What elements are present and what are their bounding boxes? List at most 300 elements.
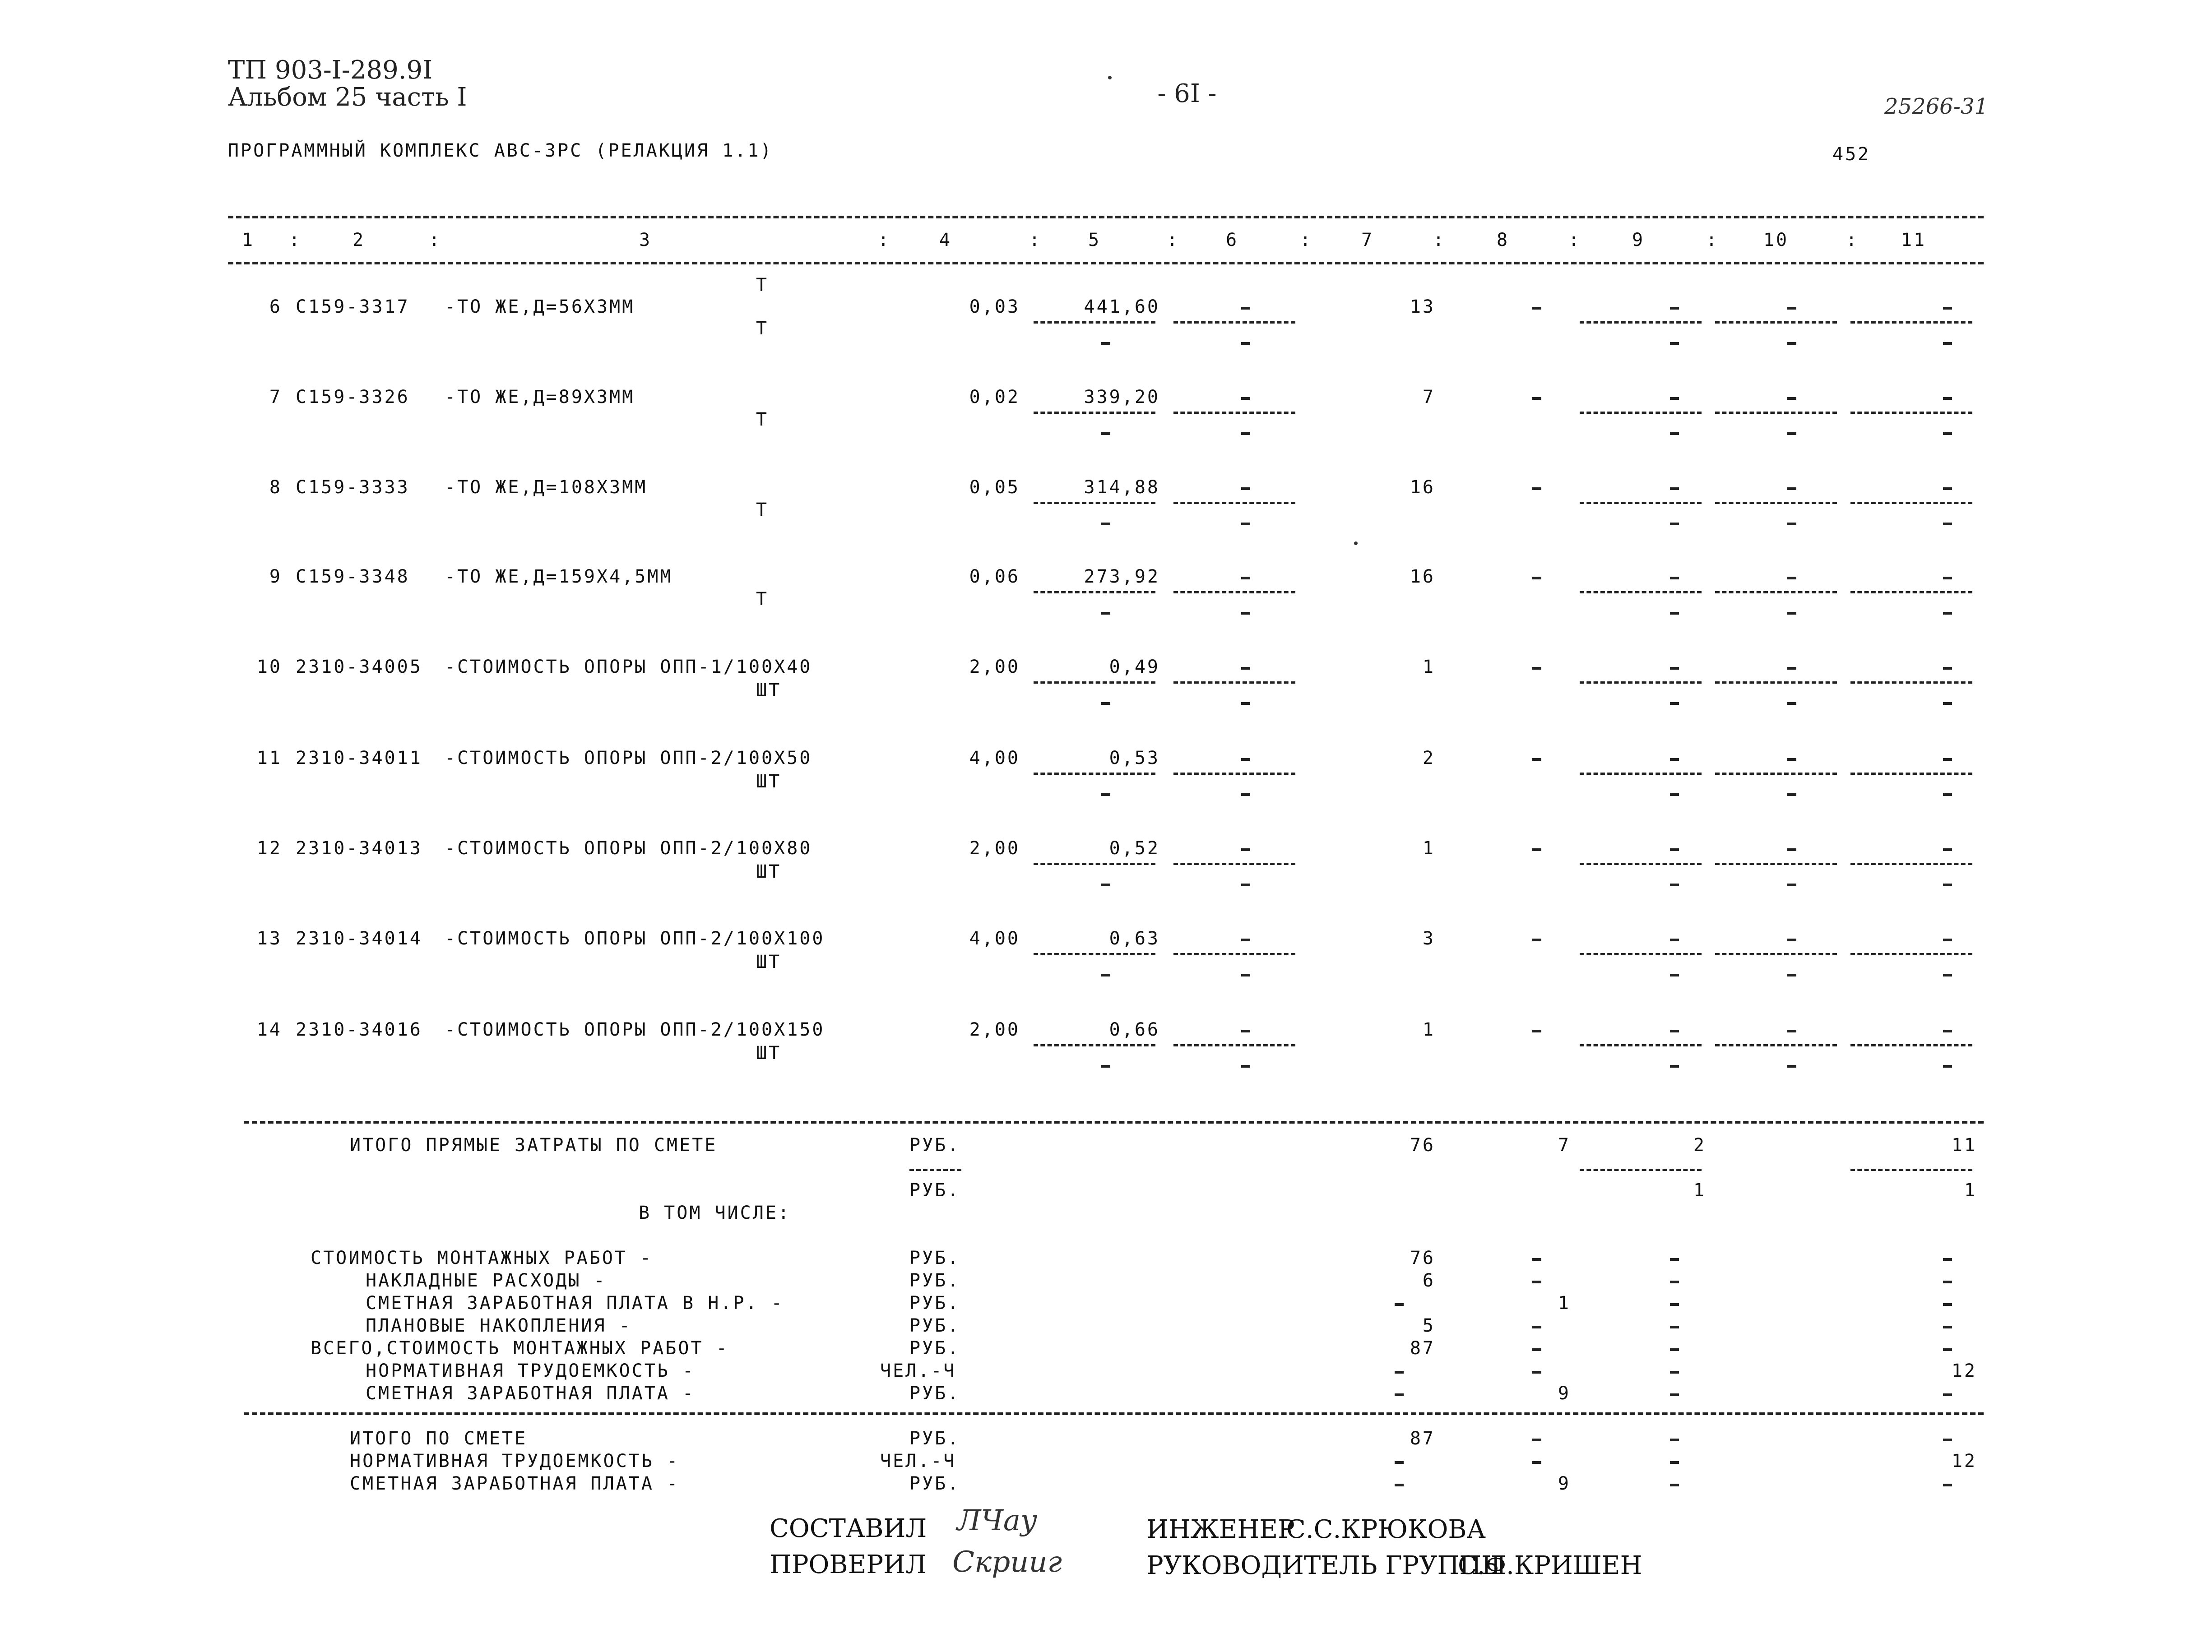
empty-cell-dash [1670, 1303, 1679, 1306]
table-top-rule [228, 216, 1984, 218]
column-separator: : [1167, 230, 1180, 250]
empty-cell-dash [1532, 667, 1541, 670]
row-unit: Т [756, 500, 769, 520]
cell-divider [1173, 773, 1295, 775]
empty-cell-dash [1943, 1393, 1952, 1396]
cell-divider [1850, 321, 1972, 324]
cell-divider [1580, 412, 1702, 414]
empty-cell-dash [1101, 523, 1110, 525]
row-code: С159-3317 [296, 296, 410, 317]
document-code: ТП 903-I-289.9I [228, 56, 433, 85]
empty-cell-dash [1787, 1030, 1796, 1032]
empty-cell-dash [1670, 577, 1679, 579]
empty-cell-dash [1787, 884, 1796, 886]
row-col7: 2 [1422, 748, 1435, 768]
column-number: 8 [1496, 230, 1510, 250]
cell-divider [1173, 953, 1295, 955]
empty-cell-dash [1101, 432, 1110, 435]
row-quantity: 0,02 [969, 387, 1020, 407]
row-code: С159-3326 [296, 387, 410, 407]
unit-divider [909, 1169, 961, 1171]
cell-divider [1034, 502, 1155, 504]
wage-overhead-label: СМЕТНАЯ ЗАРАБОТНАЯ ПЛАТА В Н.Р. - [366, 1293, 784, 1314]
scan-speck [1354, 541, 1358, 545]
empty-cell-dash [1943, 702, 1952, 705]
empty-cell-dash [1943, 1439, 1952, 1441]
cell-divider [1580, 773, 1702, 775]
empty-cell-dash [1532, 1371, 1541, 1374]
row-code: 2310-34013 [296, 838, 422, 859]
cell-divider [1173, 863, 1295, 865]
direct-costs-col7: 76 [1410, 1135, 1435, 1156]
empty-cell-dash [1241, 612, 1250, 615]
row-col7: 16 [1410, 566, 1435, 587]
installation-cost-unit: РУБ. [909, 1248, 960, 1268]
empty-cell-dash [1532, 1461, 1541, 1464]
compiled-by-role: ИНЖЕНЕР [1146, 1515, 1295, 1544]
wage-label: СМЕТНАЯ ЗАРАБОТНАЯ ПЛАТА - [366, 1383, 696, 1404]
cell-divider [1715, 773, 1837, 775]
row-name: -СТОИМОСТЬ ОПОРЫ ОПП-2/100Х100 [445, 928, 825, 949]
cell-divider [1580, 1044, 1702, 1046]
row-unit: Т [756, 318, 769, 339]
column-number: 5 [1088, 230, 1101, 250]
cell-divider [1173, 502, 1295, 504]
cell-divider [1034, 953, 1155, 955]
cell-divider [1715, 502, 1837, 504]
row-name: -СТОИМОСТЬ ОПОРЫ ОПП-2/100Х150 [445, 1019, 825, 1040]
row-col7: 13 [1410, 296, 1435, 317]
empty-cell-dash [1943, 342, 1952, 345]
empty-cell-dash [1787, 432, 1796, 435]
planned-savings-label: ПЛАНОВЫЕ НАКОПЛЕНИЯ - [366, 1315, 632, 1336]
row-col7: 7 [1422, 387, 1435, 407]
row-unit: Т [756, 409, 769, 430]
checked-by-role: РУКОВОДИТЕЛЬ ГРУППЫ [1146, 1551, 1507, 1580]
empty-cell-dash [1532, 1281, 1541, 1283]
labor-intensity-unit: ЧЕЛ.-Ч [880, 1360, 956, 1381]
row-name: -СТОИМОСТЬ ОПОРЫ ОПП-2/100Х50 [445, 748, 812, 768]
row-price: 0,63 [1109, 928, 1160, 949]
cell-divider [1580, 953, 1702, 955]
empty-cell-dash [1532, 1326, 1541, 1328]
column-number: 7 [1361, 230, 1374, 250]
empty-cell-dash [1532, 397, 1541, 400]
archive-number: 25266-31 [1884, 94, 1988, 119]
cell-divider [1580, 502, 1702, 504]
cell-divider [1850, 681, 1972, 684]
grand-total-label: ИТОГО ПО СМЕТЕ [350, 1428, 528, 1449]
cell-divider [1173, 591, 1295, 593]
cell-divider [1173, 412, 1295, 414]
total-installation-label: ВСЕГО,СТОИМОСТЬ МОНТАЖНЫХ РАБОТ - [311, 1338, 729, 1359]
empty-cell-dash [1241, 667, 1250, 670]
row-number: 10 [256, 657, 282, 677]
empty-cell-dash [1943, 884, 1952, 886]
col11-divider [1850, 1169, 1972, 1171]
row-price: 0,52 [1109, 838, 1160, 859]
cell-divider [1034, 681, 1155, 684]
empty-cell-dash [1787, 793, 1796, 796]
row-unit: ШТ [756, 680, 782, 701]
column-separator: : [1568, 230, 1581, 250]
grand-labor-unit: ЧЕЛ.-Ч [880, 1451, 956, 1472]
column-number: 3 [639, 230, 652, 250]
cell-divider [1850, 773, 1972, 775]
empty-cell-dash [1787, 612, 1796, 615]
cell-divider [1580, 591, 1702, 593]
empty-cell-dash [1943, 523, 1952, 525]
column-separator: : [878, 230, 891, 250]
compiled-by-label: СОСТАВИЛ [770, 1514, 927, 1543]
row-code: С159-3333 [296, 477, 410, 498]
row-unit: ШТ [756, 861, 782, 882]
empty-cell-dash [1670, 1371, 1679, 1374]
empty-cell-dash [1532, 487, 1541, 490]
column-separator: : [1029, 230, 1042, 250]
empty-cell-dash [1943, 1303, 1952, 1306]
column-separator: : [429, 230, 442, 250]
empty-cell-dash [1532, 1439, 1541, 1441]
empty-cell-dash [1532, 1348, 1541, 1351]
installation-cost-col7: 76 [1410, 1248, 1435, 1268]
grand-total-rule [244, 1412, 1984, 1415]
direct-costs-col9-b: 1 [1693, 1180, 1706, 1201]
cell-divider [1715, 863, 1837, 865]
empty-cell-dash [1101, 342, 1110, 345]
row-price: 273,92 [1084, 566, 1160, 587]
cell-divider [1850, 502, 1972, 504]
cell-divider [1034, 591, 1155, 593]
row-price: 0,66 [1109, 1019, 1160, 1040]
cell-divider [1173, 681, 1295, 684]
empty-cell-dash [1943, 307, 1952, 310]
empty-cell-dash [1943, 397, 1952, 400]
scan-speck [1108, 76, 1112, 79]
empty-cell-dash [1101, 793, 1110, 796]
row-name: -ТО ЖЕ,Д=159Х4,5ММ [445, 566, 673, 587]
row-unit: ШТ [756, 952, 782, 972]
empty-cell-dash [1943, 1065, 1952, 1068]
empty-cell-dash [1532, 307, 1541, 310]
wage-overhead-unit: РУБ. [909, 1293, 960, 1314]
empty-cell-dash [1395, 1393, 1404, 1396]
row-code: 2310-34011 [296, 748, 422, 768]
cell-divider [1034, 863, 1155, 865]
empty-cell-dash [1532, 577, 1541, 579]
row-code: 2310-34016 [296, 1019, 422, 1040]
empty-cell-dash [1101, 612, 1110, 615]
grand-wage-label: СМЕТНАЯ ЗАРАБОТНАЯ ПЛАТА - [350, 1473, 680, 1494]
row-price: 314,88 [1084, 477, 1160, 498]
empty-cell-dash [1943, 1326, 1952, 1328]
labor-intensity-col11: 12 [1951, 1360, 1977, 1381]
row-number: 8 [269, 477, 282, 498]
empty-cell-dash [1532, 1258, 1541, 1261]
column-header-rule [228, 262, 1984, 264]
empty-cell-dash [1670, 1030, 1679, 1032]
empty-cell-dash [1241, 974, 1250, 976]
row-number: 12 [256, 838, 282, 859]
empty-cell-dash [1787, 758, 1796, 761]
empty-cell-dash [1241, 848, 1250, 851]
empty-cell-dash [1670, 1484, 1679, 1486]
row-col7: 1 [1422, 657, 1435, 677]
row-number: 14 [256, 1019, 282, 1040]
empty-cell-dash [1670, 758, 1679, 761]
row-number: 13 [256, 928, 282, 949]
empty-cell-dash [1241, 702, 1250, 705]
empty-cell-dash [1670, 1439, 1679, 1441]
direct-costs-col11: 11 [1951, 1135, 1977, 1156]
empty-cell-dash [1670, 1065, 1679, 1068]
empty-cell-dash [1241, 523, 1250, 525]
column-number: 2 [352, 230, 366, 250]
totals-top-rule [244, 1121, 1984, 1124]
column-separator: : [1433, 230, 1446, 250]
cell-divider [1034, 321, 1155, 324]
planned-savings-col7: 5 [1422, 1315, 1435, 1336]
cell-divider [1850, 1044, 1972, 1046]
row-unit: ШТ [756, 771, 782, 792]
row-quantity: 0,05 [969, 477, 1020, 498]
page-number: - 6I - [1157, 79, 1217, 108]
row-quantity: 0,03 [969, 296, 1020, 317]
empty-cell-dash [1787, 307, 1796, 310]
empty-cell-dash [1670, 1326, 1679, 1328]
empty-cell-dash [1532, 939, 1541, 941]
row-quantity: 2,00 [969, 657, 1020, 677]
cell-divider [1715, 591, 1837, 593]
cell-divider [1850, 591, 1972, 593]
row-price: 441,60 [1084, 296, 1160, 317]
empty-cell-dash [1241, 758, 1250, 761]
cell-divider [1715, 1044, 1837, 1046]
empty-cell-dash [1670, 1393, 1679, 1396]
row-price: 339,20 [1084, 387, 1160, 407]
direct-costs-col8: 7 [1558, 1135, 1571, 1156]
empty-cell-dash [1241, 1065, 1250, 1068]
empty-cell-dash [1787, 342, 1796, 345]
empty-cell-dash [1787, 974, 1796, 976]
direct-costs-unit: РУБ. [909, 1135, 960, 1156]
grand-total-col7: 87 [1410, 1428, 1435, 1449]
row-col7: 3 [1422, 928, 1435, 949]
row-quantity: 4,00 [969, 748, 1020, 768]
row-number: 6 [269, 296, 282, 317]
compiled-signature: ЛЧау [957, 1504, 1038, 1537]
row-name: -ТО ЖЕ,Д=56Х3ММ [445, 296, 635, 317]
cell-divider [1850, 953, 1972, 955]
empty-cell-dash [1670, 1348, 1679, 1351]
empty-cell-dash [1241, 793, 1250, 796]
cell-divider [1034, 412, 1155, 414]
row-col7: 1 [1422, 838, 1435, 859]
empty-cell-dash [1787, 702, 1796, 705]
overhead-label: НАКЛАДНЫЕ РАСХОДЫ - [366, 1270, 607, 1291]
empty-cell-dash [1532, 758, 1541, 761]
empty-cell-dash [1395, 1371, 1404, 1374]
row-col7: 16 [1410, 477, 1435, 498]
empty-cell-dash [1670, 702, 1679, 705]
empty-cell-dash [1670, 884, 1679, 886]
checked-signature: Скрииг [952, 1546, 1062, 1579]
row-price: 0,53 [1109, 748, 1160, 768]
empty-cell-dash [1670, 342, 1679, 345]
column-separator: : [1706, 230, 1719, 250]
column-number: 4 [939, 230, 952, 250]
row-price: 0,49 [1109, 657, 1160, 677]
direct-costs-col11-b: 1 [1964, 1180, 1977, 1201]
direct-costs-unit-2: РУБ. [909, 1180, 960, 1201]
empty-cell-dash [1101, 974, 1110, 976]
empty-cell-dash [1241, 577, 1250, 579]
row-name: -СТОИМОСТЬ ОПОРЫ ОПП-1/100Х40 [445, 657, 812, 677]
grand-labor-label: НОРМАТИВНАЯ ТРУДОЕМКОСТЬ - [350, 1451, 680, 1472]
empty-cell-dash [1670, 397, 1679, 400]
column-number: 6 [1225, 230, 1239, 250]
empty-cell-dash [1532, 848, 1541, 851]
empty-cell-dash [1787, 848, 1796, 851]
empty-cell-dash [1787, 397, 1796, 400]
cell-divider [1850, 863, 1972, 865]
row-unit: Т [756, 589, 769, 610]
empty-cell-dash [1943, 1030, 1952, 1032]
row-quantity: 2,00 [969, 838, 1020, 859]
labor-intensity-label: НОРМАТИВНАЯ ТРУДОЕМКОСТЬ - [366, 1360, 696, 1381]
installation-cost-label: СТОИМОСТЬ МОНТАЖНЫХ РАБОТ - [311, 1248, 653, 1268]
empty-cell-dash [1241, 939, 1250, 941]
empty-cell-dash [1670, 1258, 1679, 1261]
overhead-col7: 6 [1422, 1270, 1435, 1291]
empty-cell-dash [1670, 1461, 1679, 1464]
row-quantity: 2,00 [969, 1019, 1020, 1040]
planned-savings-unit: РУБ. [909, 1315, 960, 1336]
column-number: 10 [1763, 230, 1789, 250]
row-quantity: 0,06 [969, 566, 1020, 587]
empty-cell-dash [1943, 667, 1952, 670]
grand-wage-col8: 9 [1558, 1473, 1571, 1494]
empty-cell-dash [1787, 577, 1796, 579]
empty-cell-dash [1943, 577, 1952, 579]
col9-divider [1580, 1169, 1702, 1171]
empty-cell-dash [1787, 667, 1796, 670]
including-label: В ТОМ ЧИСЛЕ: [639, 1203, 791, 1223]
empty-cell-dash [1943, 432, 1952, 435]
direct-costs-col9: 2 [1693, 1135, 1706, 1156]
row-name: -ТО ЖЕ,Д=108Х3ММ [445, 477, 648, 498]
total-installation-unit: РУБ. [909, 1338, 960, 1359]
row-code: 2310-34005 [296, 657, 422, 677]
row-unit: ШТ [756, 1043, 782, 1064]
empty-cell-dash [1241, 487, 1250, 490]
empty-cell-dash [1787, 1065, 1796, 1068]
empty-cell-dash [1395, 1303, 1404, 1306]
cell-divider [1034, 773, 1155, 775]
cell-divider [1715, 321, 1837, 324]
empty-cell-dash [1943, 793, 1952, 796]
empty-cell-dash [1670, 848, 1679, 851]
empty-cell-dash [1101, 702, 1110, 705]
row-unit: Т [756, 275, 769, 296]
direct-costs-label: ИТОГО ПРЯМЫЕ ЗАТРАТЫ ПО СМЕТЕ [350, 1135, 718, 1156]
column-number: 1 [241, 230, 255, 250]
grand-wage-unit: РУБ. [909, 1473, 960, 1494]
row-code: 2310-34014 [296, 928, 422, 949]
row-number: 11 [256, 748, 282, 768]
software-title: ПРОГРАММНЫЙ КОМПЛЕКС АВС-3РС (РЕЛАКЦИЯ 1.1) [228, 140, 773, 161]
empty-cell-dash [1241, 432, 1250, 435]
cell-divider [1580, 321, 1702, 324]
empty-cell-dash [1943, 974, 1952, 976]
empty-cell-dash [1241, 342, 1250, 345]
wage-unit: РУБ. [909, 1383, 960, 1404]
cell-divider [1173, 321, 1295, 324]
empty-cell-dash [1943, 612, 1952, 615]
empty-cell-dash [1241, 307, 1250, 310]
empty-cell-dash [1943, 1281, 1952, 1283]
overhead-unit: РУБ. [909, 1270, 960, 1291]
compiled-by-name: С.С.КРЮКОВА [1286, 1515, 1486, 1544]
cell-divider [1580, 681, 1702, 684]
empty-cell-dash [1787, 523, 1796, 525]
empty-cell-dash [1943, 848, 1952, 851]
row-name: -СТОИМОСТЬ ОПОРЫ ОПП-2/100Х80 [445, 838, 812, 859]
cell-divider [1850, 412, 1972, 414]
empty-cell-dash [1670, 307, 1679, 310]
wage-overhead-col8: 1 [1558, 1293, 1571, 1314]
column-separator: : [289, 230, 302, 250]
empty-cell-dash [1943, 1258, 1952, 1261]
empty-cell-dash [1101, 1065, 1110, 1068]
checked-by-label: ПРОВЕРИЛ [770, 1550, 927, 1579]
empty-cell-dash [1670, 523, 1679, 525]
empty-cell-dash [1670, 939, 1679, 941]
empty-cell-dash [1670, 612, 1679, 615]
row-number: 9 [269, 566, 282, 587]
empty-cell-dash [1943, 758, 1952, 761]
row-quantity: 4,00 [969, 928, 1020, 949]
cell-divider [1715, 412, 1837, 414]
empty-cell-dash [1670, 432, 1679, 435]
column-separator: : [1846, 230, 1859, 250]
empty-cell-dash [1670, 974, 1679, 976]
grand-labor-col11: 12 [1951, 1451, 1977, 1472]
cell-divider [1715, 681, 1837, 684]
checked-by-name: С.Ф.КРИШЕН [1458, 1551, 1642, 1580]
total-installation-col7: 87 [1410, 1338, 1435, 1359]
empty-cell-dash [1395, 1461, 1404, 1464]
row-number: 7 [269, 387, 282, 407]
cell-divider [1580, 863, 1702, 865]
empty-cell-dash [1395, 1484, 1404, 1486]
row-code: С159-3348 [296, 566, 410, 587]
column-number: 11 [1901, 230, 1927, 250]
album-label: Альбом 25 часть I [228, 83, 467, 112]
row-name: -ТО ЖЕ,Д=89Х3ММ [445, 387, 635, 407]
grand-total-unit: РУБ. [909, 1428, 960, 1449]
empty-cell-dash [1241, 1030, 1250, 1032]
empty-cell-dash [1943, 1348, 1952, 1351]
empty-cell-dash [1787, 939, 1796, 941]
empty-cell-dash [1241, 884, 1250, 886]
empty-cell-dash [1101, 884, 1110, 886]
empty-cell-dash [1943, 487, 1952, 490]
column-separator: : [1300, 230, 1313, 250]
empty-cell-dash [1241, 397, 1250, 400]
column-number: 9 [1632, 230, 1645, 250]
cell-divider [1173, 1044, 1295, 1046]
